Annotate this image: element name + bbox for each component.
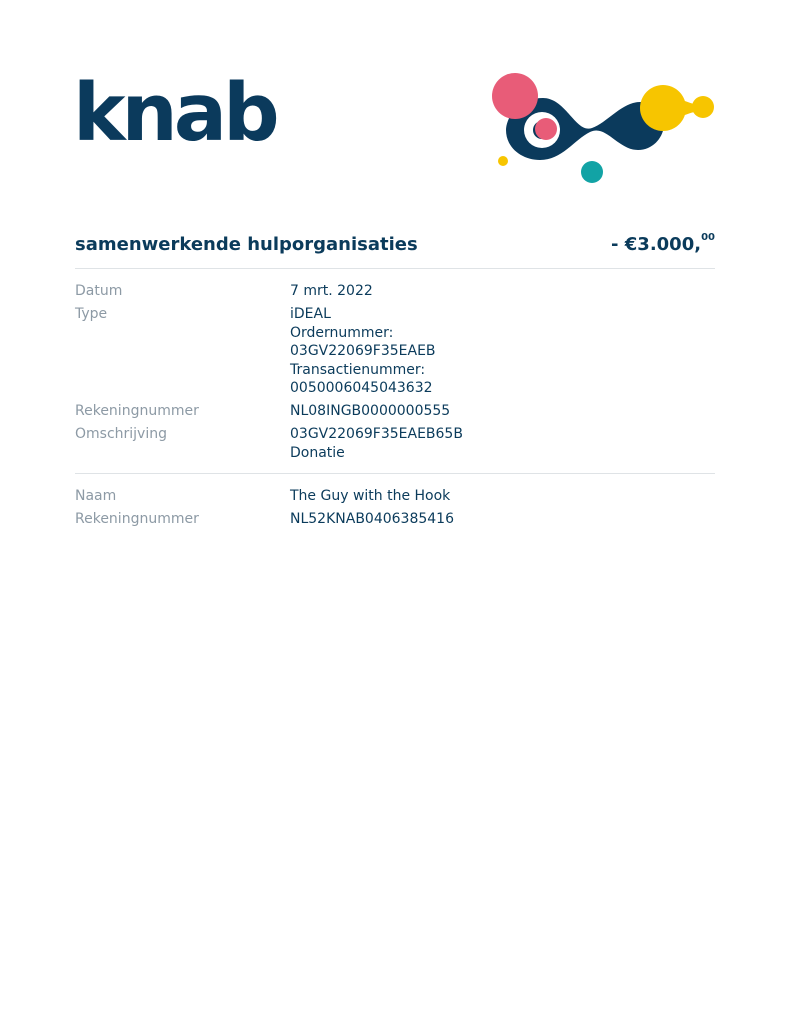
- transaction-header: [75, 234, 715, 260]
- yellow-dot: [498, 156, 508, 166]
- type-line: 0050006045043632: [290, 380, 433, 396]
- account-details: [75, 487, 715, 533]
- detail-row-omschrijving: [75, 425, 715, 462]
- detail-label: Rekeningnummer: [75, 403, 199, 419]
- account-label: Rekeningnummer: [75, 511, 199, 527]
- detail-row-rekeningnummer: [75, 402, 715, 421]
- pink-bubble-large: [492, 73, 538, 119]
- detail-value: NL08INGB0000000555: [290, 403, 451, 419]
- omschrijving-line: 03GV22069F35EAEB65B: [290, 426, 463, 442]
- detail-label: Type: [75, 306, 108, 322]
- account-value: The Guy with the Hook: [290, 488, 451, 504]
- detail-value-multiline: [290, 425, 463, 462]
- yellow-bubble-small: [692, 96, 714, 118]
- detail-value-multiline: [290, 305, 436, 398]
- omschrijving-line: Donatie: [290, 444, 345, 461]
- account-row-naam: [75, 487, 715, 506]
- counterparty-name: samenwerkende hulporganisaties: [75, 234, 418, 255]
- amount-main: - €3.000,: [611, 234, 702, 255]
- account-value: NL52KNAB0406385416: [290, 511, 454, 527]
- detail-row-datum: [75, 282, 715, 301]
- type-line: Ordernummer:: [290, 324, 394, 341]
- pink-bubble-small: [535, 118, 557, 140]
- brand-bubbles-graphic: [488, 70, 718, 188]
- transaction-amount: [611, 234, 715, 255]
- type-line: 03GV22069F35EAEB: [290, 343, 436, 359]
- transaction-details: [75, 282, 715, 467]
- account-label: Naam: [75, 488, 117, 504]
- detail-label: Omschrijving: [75, 426, 167, 442]
- details-divider: [75, 473, 715, 474]
- teal-bubble: [581, 161, 603, 183]
- detail-value: 7 mrt. 2022: [290, 283, 373, 299]
- detail-label: Datum: [75, 283, 123, 299]
- header-divider: [75, 268, 715, 269]
- account-row-rekeningnummer: [75, 510, 715, 529]
- type-line: iDEAL: [290, 306, 331, 322]
- type-line: Transactienummer:: [290, 361, 426, 378]
- detail-row-type: [75, 305, 715, 398]
- amount-cents: 00: [701, 232, 715, 243]
- knab-logo: knab: [73, 67, 276, 159]
